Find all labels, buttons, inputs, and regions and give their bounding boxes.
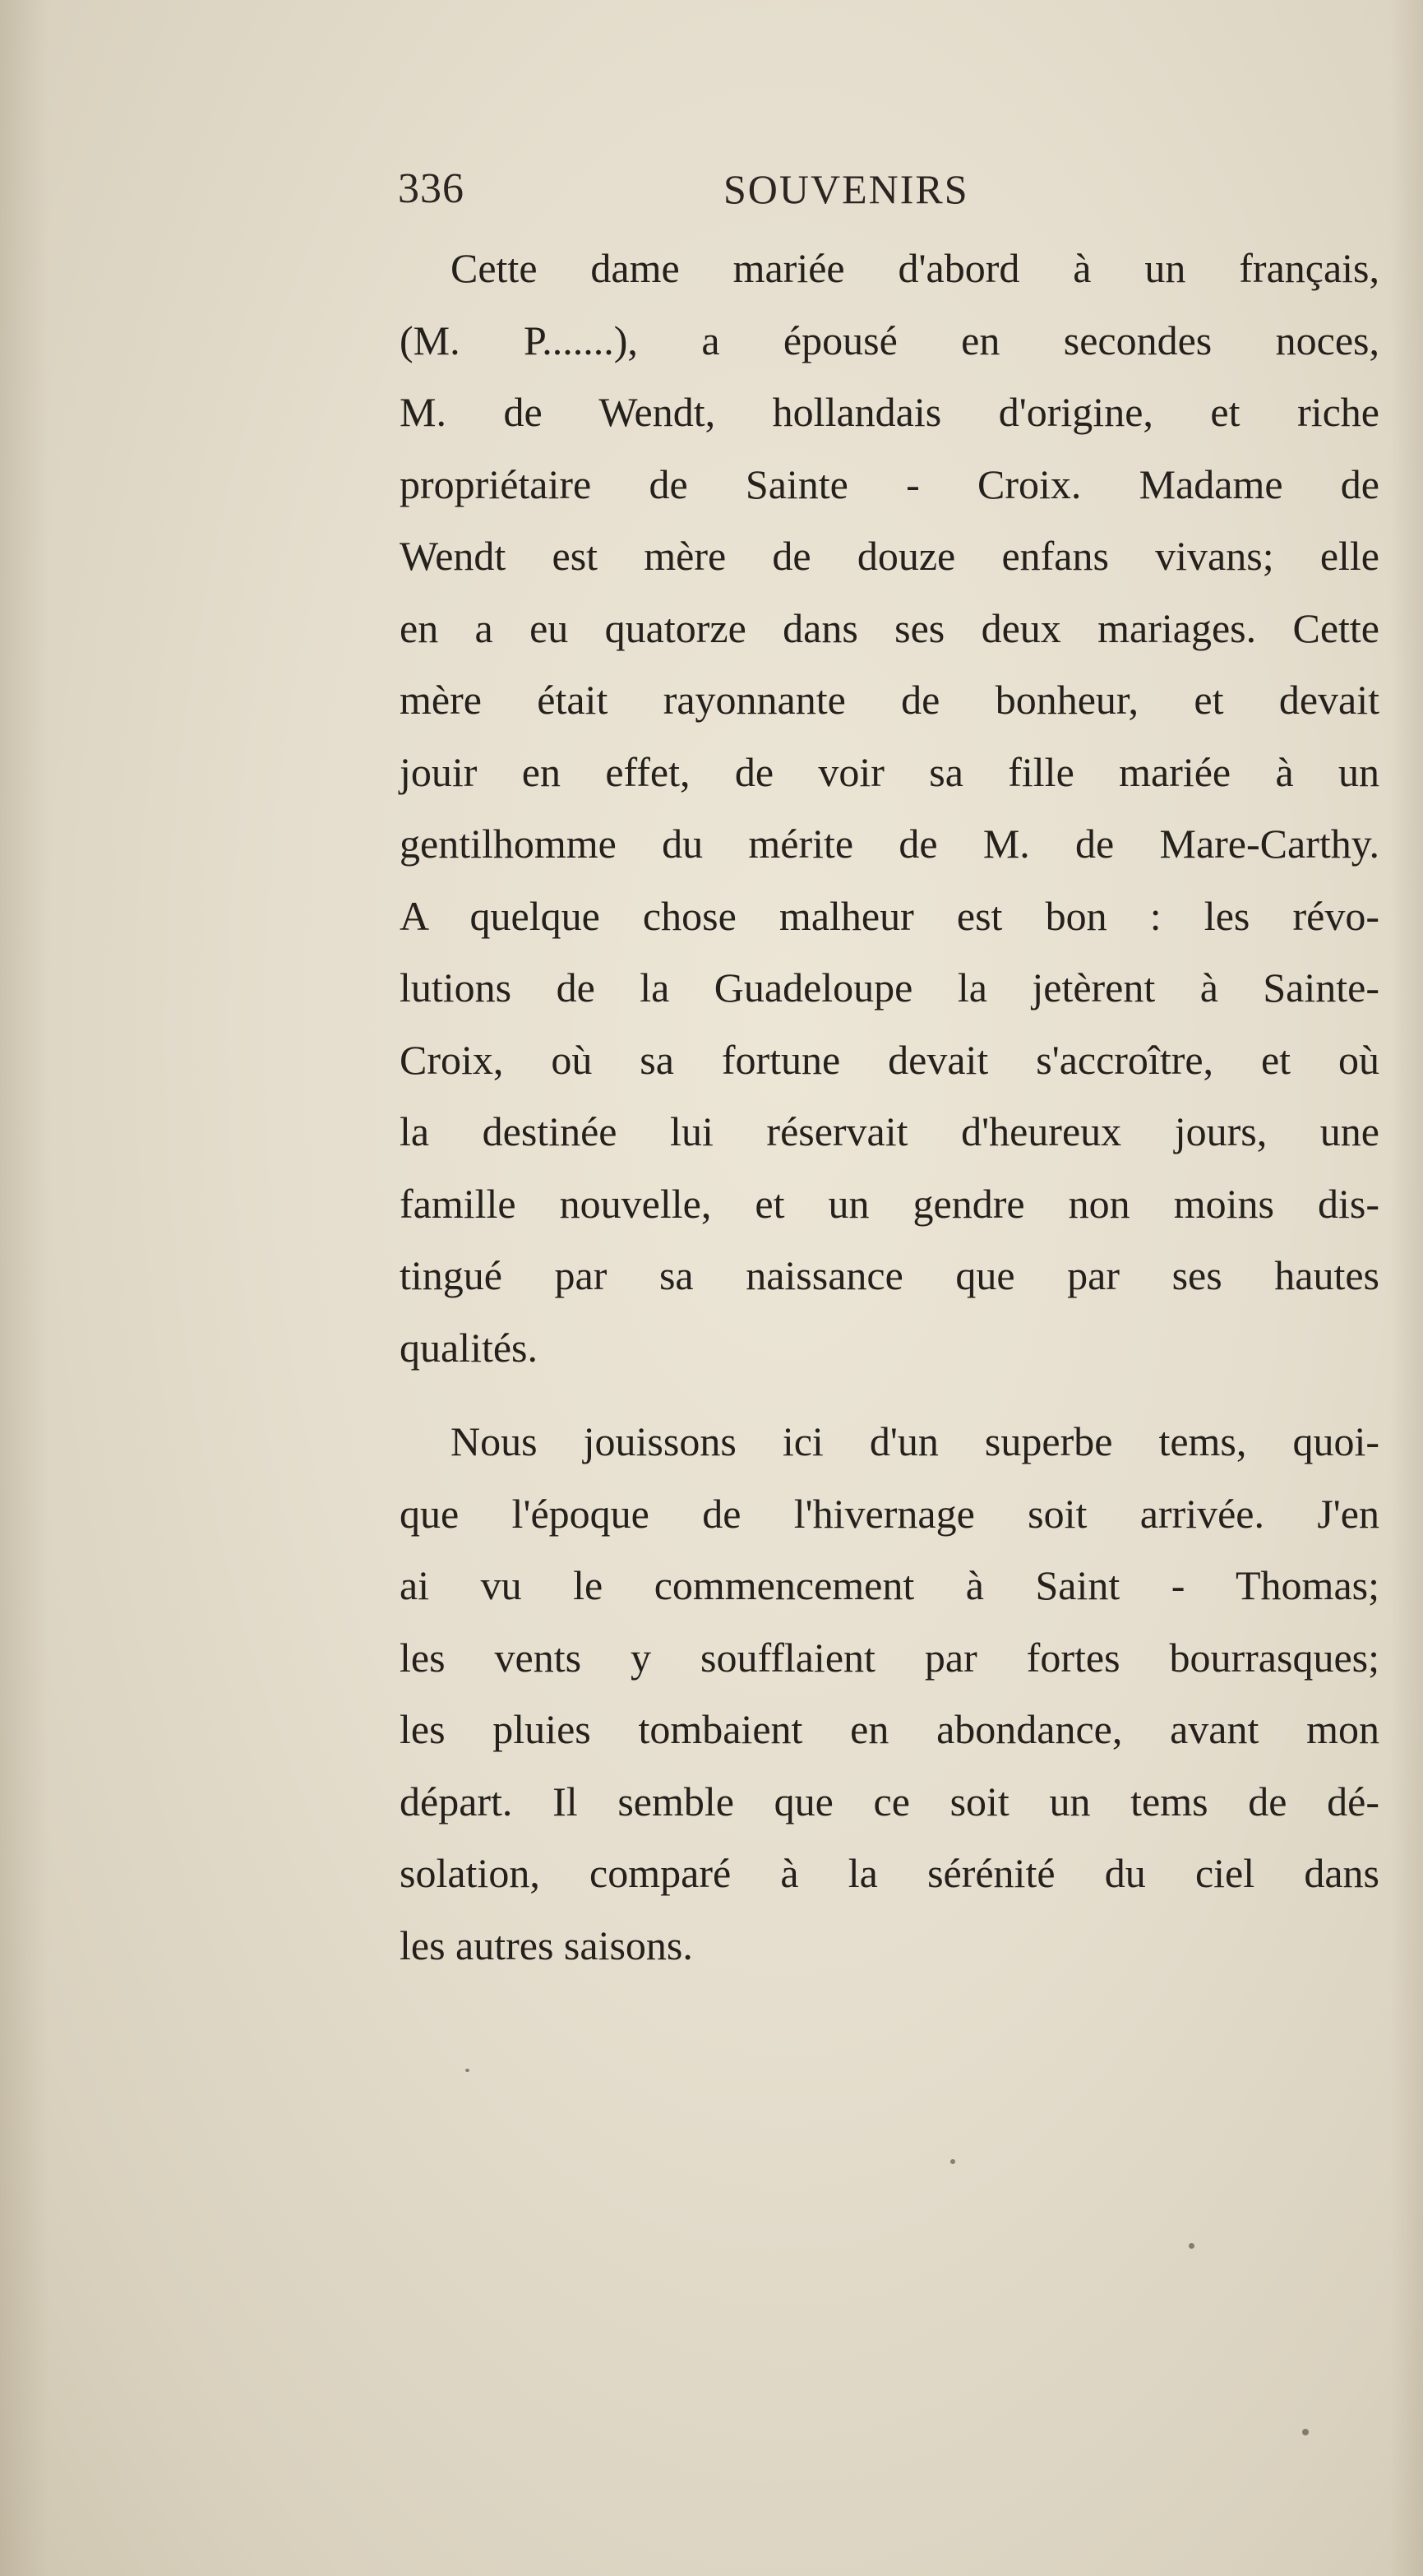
text-line: propriétaire de Sainte - Croix. Madame de [400, 460, 1379, 507]
paper-speck [1302, 2429, 1309, 2435]
text-line: gentilhomme du mérite de M. de Mare-Carthy. [400, 821, 1379, 867]
text-line: lutions de la Guadeloupe la jetèrent à Sainte- [400, 964, 1379, 1011]
text-line: (M. P.......), a épousé en secondes noces, [400, 317, 1379, 363]
text-line: les autres saisons. [400, 1922, 693, 1968]
text-line: la destinée lui réservait d'heureux jours, une [400, 1108, 1379, 1154]
text-line: M. de Wendt, hollandais d'origine, et riche [400, 389, 1379, 435]
text-line: Cette dame mariée d'abord à un français, [450, 245, 1379, 291]
paragraph-2 [400, 1406, 1379, 1982]
text-line: les vents y soufflaient par fortes bourrasques; [400, 1634, 1379, 1681]
paper-speck [1189, 2243, 1194, 2249]
text-line: les pluies tombaient en abondance, avant mon [400, 1706, 1379, 1752]
text-line: Nous jouissons ici d'un superbe tems, quoi- [450, 1418, 1379, 1464]
page-header [398, 156, 1023, 222]
page-gutter-shadow [0, 0, 49, 2576]
paper-speck [950, 2159, 955, 2164]
paragraph-1 [400, 233, 1379, 1384]
body-text [400, 233, 1379, 1982]
text-line: départ. Il semble que ce soit un tems de dé- [400, 1778, 1379, 1824]
text-line: qualités. [400, 1324, 538, 1371]
text-line: que l'époque de l'hivernage soit arrivée. J'en [400, 1490, 1379, 1537]
text-line: Wendt est mère de douze enfans vivans; elle [400, 533, 1379, 579]
paragraph-gap [400, 1384, 1379, 1406]
page-edge-shadow [1390, 0, 1423, 2576]
text-line: jouir en effet, de voir sa fille mariée à un [400, 748, 1379, 795]
text-line: en a eu quatorze dans ses deux mariages. Cette [400, 604, 1379, 651]
page-number: 336 [398, 165, 464, 212]
text-line: ai vu le commencement à Saint - Thomas; [400, 1562, 1379, 1608]
text-line: A quelque chose malheur est bon : les révo- [400, 892, 1379, 939]
text-line: solation, comparé à la sérénité du ciel dans [400, 1850, 1379, 1896]
text-line: tingué par sa naissance que par ses hautes [400, 1252, 1379, 1298]
paper-speck [465, 2069, 469, 2072]
text-line: Croix, où sa fortune devait s'accroître, et où [400, 1036, 1379, 1083]
text-line: famille nouvelle, et un gendre non moins dis- [400, 1180, 1379, 1227]
running-title: SOUVENIRS [723, 166, 969, 212]
text-line: mère était rayonnante de bonheur, et devait [400, 677, 1379, 723]
